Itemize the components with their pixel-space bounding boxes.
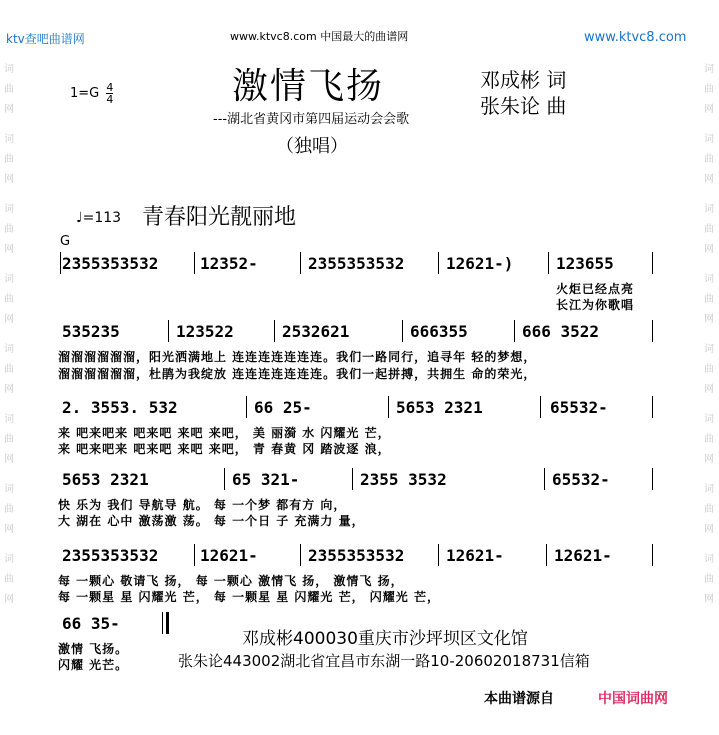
lyricist: 邓成彬 词 — [480, 68, 567, 92]
notes-line5-m4: 12621- — [446, 546, 504, 565]
notes-line3-m3: 5653 2321 — [396, 398, 483, 417]
barline — [388, 396, 389, 418]
contact-composer: 张朱论443002湖北省宜昌市东湖一路10-20602018731信箱 — [178, 652, 590, 670]
notes-line4-m2: 65 321- — [232, 470, 300, 489]
notes-line6-m1: 66 35- — [62, 614, 120, 633]
notes-line2-m3: 2532621 — [282, 322, 350, 341]
notes-line3-m4: 65532- — [550, 398, 608, 417]
barline — [274, 320, 275, 342]
lyrics-line3-verse1: 来 吧来吧来 吧来吧 来吧 来吧， 美 丽漪 水 闪耀光 芒， — [58, 426, 391, 440]
notes-line2-m5: 666 3522 — [522, 322, 600, 341]
right-side-watermark: 词 曲 网 词 曲 网 词 曲 网 词 曲 网 词 曲 网 词 曲 网 词 曲 网 词 曲 网 — [704, 64, 714, 605]
lyrics-line2-verse2: 溜溜溜溜溜溜，杜鹃为我绽放 连连连连连连连。我们一起拼搏，共拥生 命的荣光， — [58, 367, 537, 381]
lyrics-line4-verse1: 快 乐为 我们 导航导 航。 每 一个梦 都有方 向， — [58, 498, 347, 512]
barline — [352, 468, 353, 490]
right-site-label: www.ktvc8.com — [584, 30, 687, 45]
notes-line5-m2: 12621- — [200, 546, 258, 565]
time-signature: $\frac{4}{4}$ — [106, 81, 114, 106]
barline — [300, 252, 301, 274]
center-site-label: www.ktvc8.com 中国最大的曲谱网 — [230, 30, 409, 43]
barline — [544, 468, 545, 490]
performance-note: （独唱） — [276, 136, 348, 157]
barline — [168, 320, 169, 342]
notes-line4-m1: 5653 2321 — [62, 470, 149, 489]
barline — [194, 252, 195, 274]
notes-line3-m2: 66 25- — [254, 398, 312, 417]
barline — [438, 252, 439, 274]
lyrics-line2-verse1: 溜溜溜溜溜溜，阳光洒满地上 连连连连连连连。我们一路同行，追寻年 轻的梦想， — [58, 350, 537, 364]
notes-line4-m4: 65532- — [552, 470, 610, 489]
lyrics-line5-verse2: 每 一颗星 星 闪耀光 芒， 每 一颗星 星 闪耀光 芒， 闪耀光 芒， — [58, 590, 440, 604]
barline — [514, 320, 515, 342]
footer-source-label: 本曲谱源自 — [484, 691, 554, 707]
barline — [60, 252, 61, 274]
barline — [546, 544, 547, 566]
barline — [438, 544, 439, 566]
chord-label: G — [60, 234, 71, 249]
notes-line1-m3: 2355353532 — [308, 254, 405, 273]
lyrics-line3-verse2: 来 吧来吧来 吧来吧 来吧 来吧， 青 春黄 冈 踏波逐 浪， — [58, 442, 391, 456]
subtitle: ---湖北省黄冈市第四届运动会会歌 — [213, 112, 410, 127]
barline — [194, 544, 195, 566]
left-site-label: ktv查吧曲谱网 — [6, 32, 85, 46]
notes-line5-m3: 2355353532 — [308, 546, 405, 565]
song-title: 激情飞扬 — [232, 66, 385, 107]
notes-line1-m2: 12352- — [200, 254, 258, 273]
tempo-marking: ♩=113 — [76, 210, 122, 226]
notes-line3-m1: 2. 3553. 532 — [62, 398, 178, 417]
barline — [224, 468, 225, 490]
final-barline-thick — [166, 612, 169, 634]
lyrics-line5-verse1: 每 一颗心 敬请飞 扬， 每 一颗心 激情飞 扬， 激情飞 扬， — [58, 574, 404, 588]
barline — [652, 544, 653, 566]
barline — [246, 396, 247, 418]
lyrics-line6-verse1: 激情 飞扬。 — [58, 642, 129, 656]
notes-line2-m2: 123522 — [176, 322, 234, 341]
notes-line1-m4: 12621-) — [446, 254, 514, 273]
section-title: 青春阳光靓丽地 — [142, 205, 297, 230]
barline — [652, 320, 653, 342]
notes-line1-m5: 123655 — [556, 254, 614, 273]
lyrics-line6-verse2: 闪耀 光芒。 — [58, 658, 129, 672]
barline — [402, 320, 403, 342]
contact-lyricist: 邓成彬400030重庆市沙坪坝区文化馆 — [242, 629, 528, 649]
notes-line1-m1: 2355353532 — [62, 254, 159, 273]
barline — [540, 396, 541, 418]
final-barline-thin — [162, 612, 163, 634]
barline — [652, 252, 653, 274]
barline — [652, 396, 653, 418]
notes-line2-m4: 666355 — [410, 322, 468, 341]
left-side-watermark: 词 曲 网 词 曲 网 词 曲 网 词 曲 网 词 曲 网 词 曲 网 词 曲 网 词 曲 网 — [4, 64, 14, 605]
barline — [652, 468, 653, 490]
composer: 张朱论 曲 — [480, 94, 567, 118]
lyrics-line1-verse2: 长江为你歌唱 — [556, 298, 635, 312]
lyrics-line1-verse1: 火炬已经点亮 — [556, 282, 635, 296]
notes-line5-m5: 12621- — [554, 546, 612, 565]
footer-source-site[interactable]: 中国词曲网 — [598, 691, 668, 707]
notes-line4-m3: 2355 3532 — [360, 470, 447, 489]
barline — [548, 252, 549, 274]
lyrics-line4-verse2: 大 湖在 心中 激荡激 荡。 每 一个日 子 充满力 量， — [58, 514, 365, 528]
notes-line2-m1: 535235 — [62, 322, 120, 341]
notes-line5-m1: 2355353532 — [62, 546, 159, 565]
barline — [300, 544, 301, 566]
key-signature: 1=G $\frac{4}{4}$ — [70, 81, 114, 106]
